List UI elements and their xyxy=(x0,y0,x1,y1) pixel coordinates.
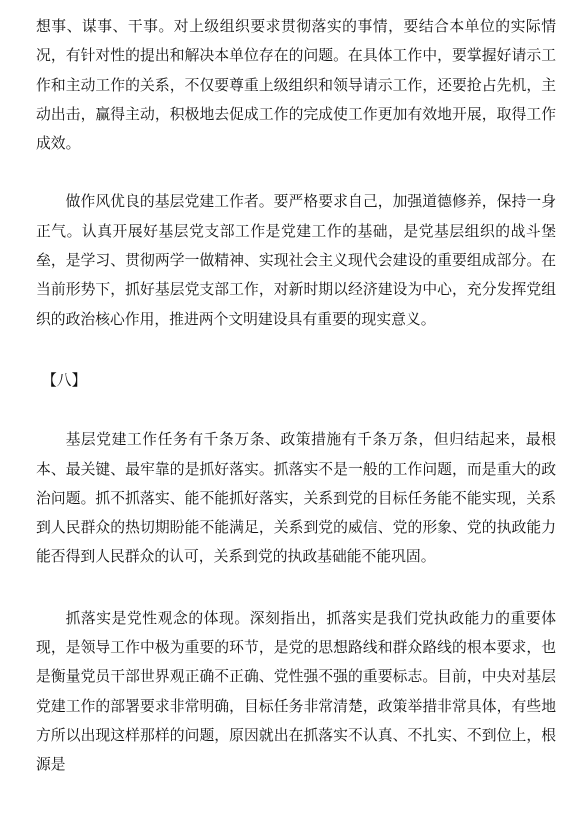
section-marker: 【八】 xyxy=(42,371,87,389)
paragraph-4: 抓落实是党性观念的体现。深刻指出，抓落实是我们党执政能力的重要体现，是领导工作中极为重要的环节，是党的思想路线和群众路线的根本要求，也是衡量党员干部世界观正确不正确、党性强不强的重要标志。目前，中央对基层党建工作的部署要求非常明确，目标任务非常清楚，政策举措非常具体，有些地方所以出现这样那样的问题，原因就出在抓落实不认真、不扎实、不到位上，根源是 xyxy=(36,609,556,774)
paragraph-2: 做作风优良的基层党建工作者。要严格要求自己，加强道德修养，保持一身正气。认真开展好基层党支部工作是党建工作的基础，是党基层组织的战斗堡垒，是学习、贯彻两学一做精神、实现社会主义现代会建设的重要组成部分。在当前形势下，抓好基层党支部工作，对新时期以经济建设为中心，充分发挥党组织的政治核心作用，推进两个文明建设具有重要的现实意义。 xyxy=(36,193,556,328)
paragraph-3: 基层党建工作任务有千条万条、政策措施有千条万条，但归结起来，最根本、最关键、最牢靠的是抓好落实。抓落实不是一般的工作问题，而是重大的政治问题。抓不抓落实、能不能抓好落实，关系到党的目标任务能不能实现，关系到人民群众的热切期盼能不能满足，关系到党的威信、党的形象、党的执政能力能否得到人民群众的认可，关系到党的执政基础能不能巩固。 xyxy=(36,431,556,566)
paragraph-spacer xyxy=(36,572,556,604)
paragraph-spacer xyxy=(36,395,556,425)
paragraph-1: 想事、谋事、干事。对上级组织要求贯彻落实的事情，要结合本单位的实际情况，有针对性的提出和解决本单位存在的问题。在具体工作中，要掌握好请示工作和主动工作的关系，不仅要尊重上级组织和领导请示工作，还要抢占先机，主动出击，赢得主动，积极地去促成工作的完成使工作更加有效地开展，取得工作成效。 xyxy=(36,18,556,153)
paragraph-spacer xyxy=(36,158,556,187)
paragraph-spacer xyxy=(36,334,556,366)
